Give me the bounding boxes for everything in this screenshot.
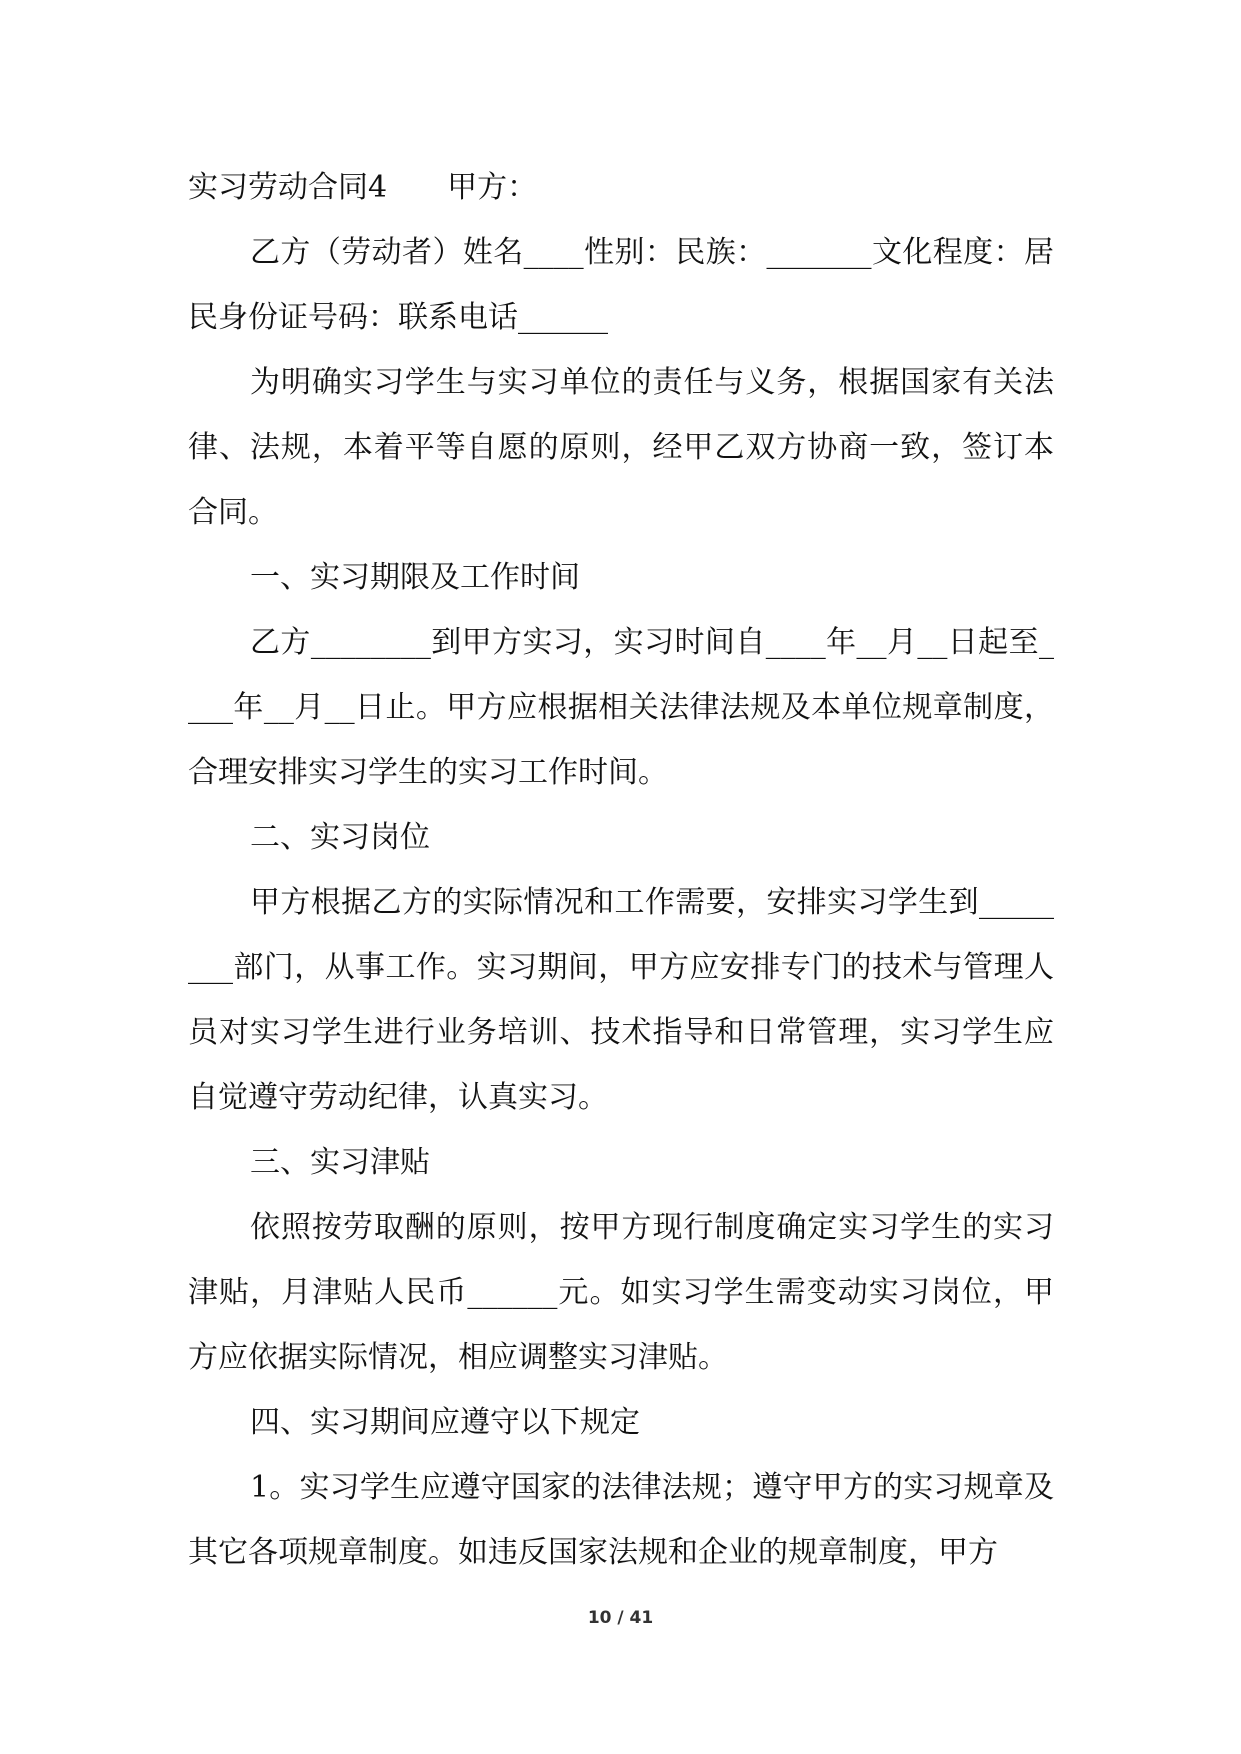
preamble-paragraph: 为明确实习学生与实习单位的责任与义务，根据国家有关法律、法规，本着平等自愿的原则，经甲乙双方协商一致，签订本合同。	[188, 365, 1054, 530]
section-body-allowance: 依照按劳取酬的原则，按甲方现行制度确定实习学生的实习津贴，月津贴人民币______元。如实习学生需变动实习岗位，甲方应依据实际情况，相应调整实习津贴。	[188, 1210, 1054, 1375]
section-rules-item-1: 1。实习学生应遵守国家的法律法规；遵守甲方的实习规章及其它各项规章制度。如违反国家法规和企业的规章制度，甲方	[188, 1470, 1054, 1570]
party-b-info: 乙方（劳动者）姓名____性别：民族：_______文化程度：居民身份证号码：联系电话______	[188, 235, 1054, 335]
section-heading-allowance: 三、实习津贴	[250, 1145, 430, 1180]
section-heading-position: 二、实习岗位	[250, 820, 430, 855]
section-body-position: 甲方根据乙方的实际情况和工作需要，安排实习学生到________部门，从事工作。实习期间，甲方应安排专门的技术与管理人员对实习学生进行业务培训、技术指导和日常管理，实习学生应自觉遵守劳动纪律，认真实习。	[188, 885, 1054, 1115]
page-number: 10 / 41	[587, 1608, 654, 1628]
section-body-term: 乙方________到甲方实习，实习时间自____年__月__日起至____年__月__日止。甲方应根据相关法律法规及本单位规章制度，合理安排实习学生的实习工作时间。	[188, 625, 1054, 790]
document-body	[188, 155, 1054, 1585]
section-heading-term: 一、实习期限及工作时间	[250, 560, 580, 595]
section-heading-rules: 四、实习期间应遵守以下规定	[250, 1405, 640, 1440]
title-line: 实习劳动合同4 甲方：	[188, 170, 538, 205]
